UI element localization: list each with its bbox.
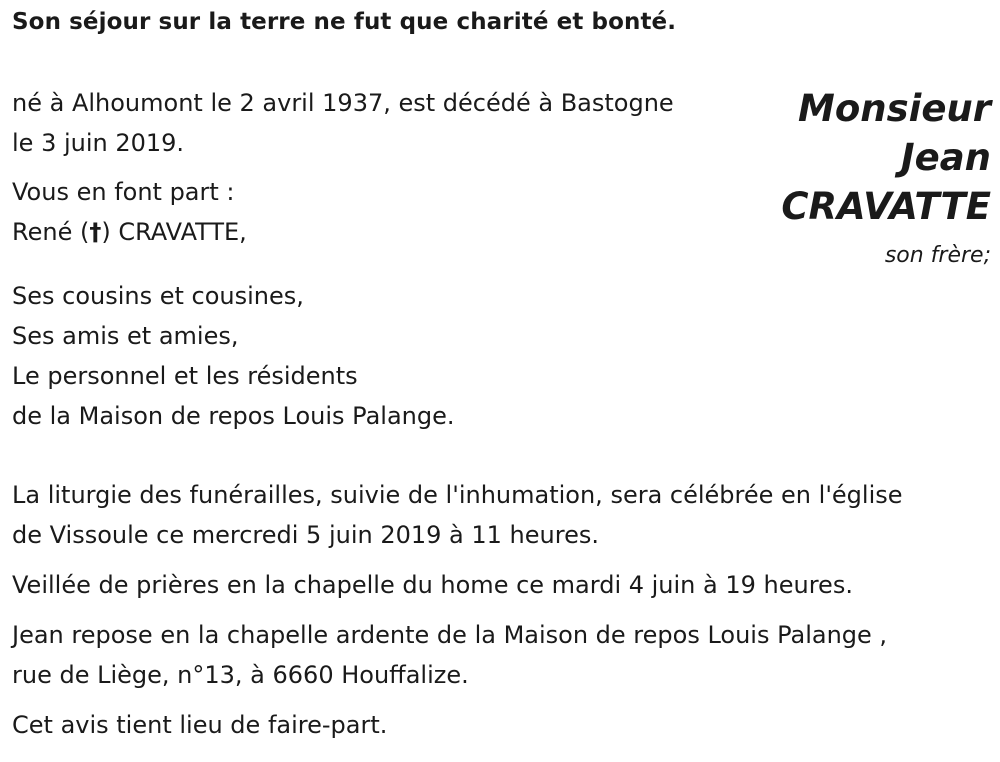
brother-first: René ( xyxy=(12,218,90,246)
cross-icon: † xyxy=(89,218,102,246)
deceased-last-name: CRAVATTE xyxy=(781,185,991,228)
liturgy-line-1: La liturgie des funérailles, suivie de l'inhumation, sera célébrée en l'église xyxy=(12,481,903,509)
rest-line-1: Jean repose en la chapelle ardente de la Maison de repos Louis Palange , xyxy=(12,621,888,649)
rest-line-2: rue de Liège, n°13, à 6660 Houffalize. xyxy=(12,661,469,689)
vigil-line: Veillée de prières en la chapelle du home ce mardi 4 juin à 19 heures. xyxy=(12,571,853,599)
announcer-line: Ses amis et amies, xyxy=(12,322,239,350)
brother-relation: son frère; xyxy=(884,243,991,268)
birth-death-line-1: né à Alhoumont le 2 avril 1937, est décédé à Bastogne xyxy=(12,89,674,117)
epitaph-heading: Son séjour sur la terre ne fut que charité et bonté. xyxy=(12,9,677,35)
brother-line xyxy=(12,218,247,246)
birth-death-line-2: le 3 juin 2019. xyxy=(12,129,185,157)
deceased-first-name: Jean xyxy=(900,136,991,179)
deceased-name-block xyxy=(781,84,991,231)
announcer-line: Le personnel et les résidents xyxy=(12,362,358,390)
announcer-line: Ses cousins et cousines, xyxy=(12,282,304,310)
brother-rest: ) CRAVATTE, xyxy=(101,218,247,246)
announcer-line: de la Maison de repos Louis Palange. xyxy=(12,402,455,430)
deceased-title: Monsieur xyxy=(798,87,991,130)
closing-line: Cet avis tient lieu de faire-part. xyxy=(12,711,388,739)
liturgy-line-2: de Vissoule ce mercredi 5 juin 2019 à 11 heures. xyxy=(12,521,599,549)
announcers-intro: Vous en font part : xyxy=(12,178,235,206)
